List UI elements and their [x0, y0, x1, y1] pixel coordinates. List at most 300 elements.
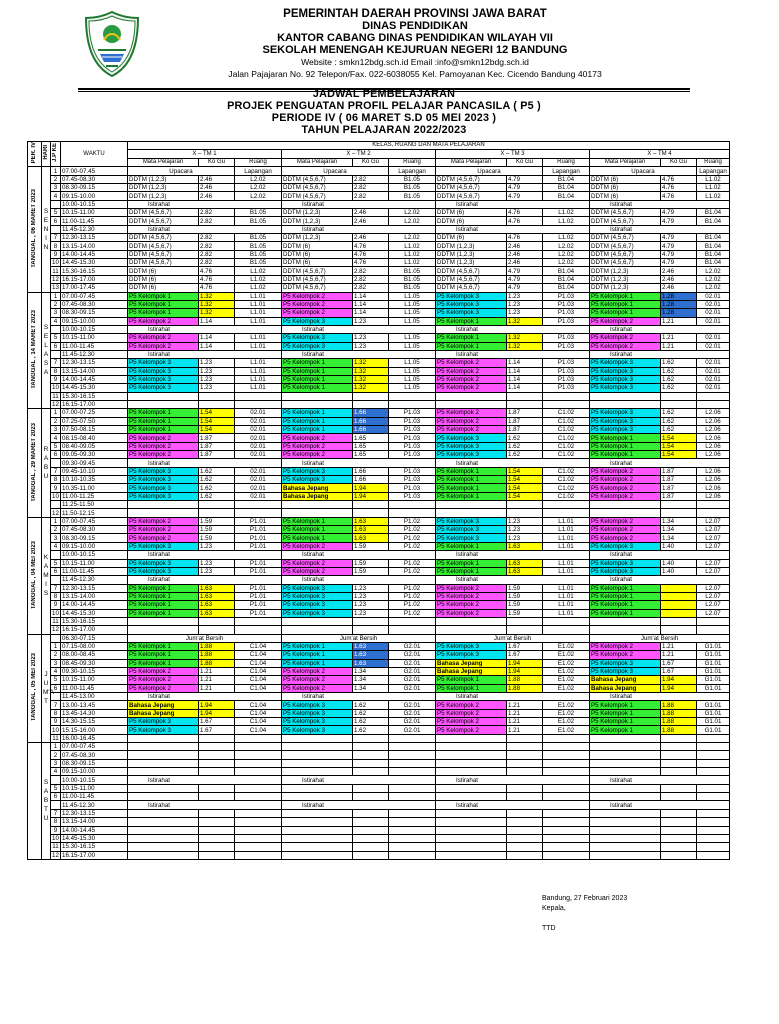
empty-cell [389, 809, 436, 817]
empty-cell [436, 400, 507, 408]
ruang-cell: L1.02 [389, 242, 436, 250]
jp-cell: 10 [52, 259, 59, 267]
waktu-cell: 11.00-11.45 [61, 217, 128, 225]
ruang-cell: E1.02 [543, 726, 590, 734]
ruang-cell: G1.01 [697, 709, 730, 717]
subject-cell: P5 Kelompok 2 [128, 342, 199, 350]
ruang-cell: L1.02 [697, 184, 730, 192]
istirahat-cell: Istirahat [282, 551, 436, 559]
waktu-cell: 14.45-15.30 [61, 609, 128, 617]
ruang-cell: L2.07 [697, 584, 730, 592]
ruang-cell: L2.06 [697, 417, 730, 425]
subject-cell: P5 Kelompok 3 [128, 484, 199, 492]
subject-cell: P5 Kelompok 2 [590, 342, 661, 350]
ruang-cell: G1.01 [697, 651, 730, 659]
table-row [28, 759, 730, 767]
kogu-cell: 1.23 [199, 384, 235, 392]
kogu-cell: 1.21 [661, 317, 697, 325]
ruang-cell: L1.05 [389, 342, 436, 350]
ruang-cell: L1.01 [235, 300, 282, 308]
ruang-cell: 02.01 [697, 292, 730, 300]
ruang-cell: P1.03 [389, 409, 436, 417]
jp-cell: 2 [51, 417, 61, 425]
istirahat-cell: Istirahat [282, 576, 436, 584]
waktu-cell: 10.15-11.00 [61, 559, 128, 567]
ruang-cell: L2.07 [697, 601, 730, 609]
subject-cell: P5 Kelompok 2 [590, 534, 661, 542]
ruang-cell: L2.02 [235, 175, 282, 183]
signature-date: Bandung, 27 Februari 2023 [542, 895, 628, 902]
ruang-cell: L2.02 [543, 250, 590, 258]
subject-cell: P5 Kelompok 3 [282, 476, 353, 484]
kogu-cell: 1.54 [507, 484, 543, 492]
ruang-cell: L1.02 [543, 217, 590, 225]
ruang-cell: P1.03 [543, 292, 590, 300]
empty-cell [661, 784, 697, 792]
waktu-cell: 16.15-17.00 [61, 851, 128, 859]
kogu-cell: 4.79 [507, 267, 543, 275]
kogu-cell: 4.76 [353, 259, 389, 267]
subject-cell: DDTM (1,2,3) [128, 184, 199, 192]
jp-cell: 12 [52, 509, 59, 517]
kogu-cell: 1.32 [507, 317, 543, 325]
empty-cell [282, 759, 353, 767]
empty-cell [128, 734, 199, 742]
empty-cell [590, 743, 661, 751]
kogu-cell: 1.23 [353, 609, 389, 617]
waktu-cell: 10.35-11.00 [61, 484, 128, 492]
table-row [28, 776, 730, 784]
table-row [28, 359, 730, 367]
kogu-cell: 1.94 [507, 659, 543, 667]
subject-cell: P5 Kelompok 3 [282, 701, 353, 709]
empty-cell [543, 392, 590, 400]
kogu-cell: 2.82 [353, 267, 389, 275]
subject-cell: P5 Kelompok 3 [590, 426, 661, 434]
ruang-cell: G1.01 [697, 726, 730, 734]
empty-cell [697, 809, 730, 817]
empty-cell [697, 751, 730, 759]
ruang-cell: L2.07 [697, 567, 730, 575]
waktu-cell: 12.30-13.15 [61, 584, 128, 592]
subject-cell: P5 Kelompok 2 [436, 601, 507, 609]
jp-cell: 6 [51, 567, 61, 575]
ruang-cell: 02.01 [235, 417, 282, 425]
letterhead [0, 6, 768, 84]
ruang-cell: L1.05 [389, 292, 436, 300]
ruang-cell: C1.04 [235, 701, 282, 709]
ruang-cell: P1.01 [235, 592, 282, 600]
subject-cell: P5 Kelompok 3 [436, 292, 507, 300]
empty-cell [543, 809, 590, 817]
empty-cell [389, 743, 436, 751]
kogu-cell: 1.54 [199, 409, 235, 417]
empty-cell [661, 734, 697, 742]
ruang-cell: P1.03 [389, 476, 436, 484]
kogu-cell: 1.40 [661, 542, 697, 550]
subject-cell: P5 Kelompok 3 [128, 384, 199, 392]
kogu-cell: 1.34 [353, 676, 389, 684]
subject-cell: P5 Kelompok 2 [128, 434, 199, 442]
subject-cell: DDTM (6) [436, 209, 507, 217]
kogu-cell: 1.63 [507, 567, 543, 575]
table-row [28, 734, 730, 742]
empty-cell [235, 768, 282, 776]
empty-cell [199, 400, 235, 408]
subject-cell: P5 Kelompok 1 [282, 384, 353, 392]
subject-cell: DDTM (4,5,6,7) [128, 209, 199, 217]
subject-cell: P5 Kelompok 1 [590, 592, 661, 600]
lapangan-cell: Lapangan [543, 167, 590, 175]
table-row [28, 584, 730, 592]
ruang-cell: G2.01 [389, 651, 436, 659]
waktu-cell: 11.25-11.50 [61, 501, 128, 509]
empty-cell [235, 793, 282, 801]
kogu-cell: 1.32 [199, 300, 235, 308]
lapangan-cell: Lapangan [697, 167, 730, 175]
ruang-cell: B1.05 [389, 192, 436, 200]
ruang-cell: P1.01 [235, 542, 282, 550]
header-sub-1-2: Ko Gu [199, 158, 235, 166]
empty-cell [436, 392, 507, 400]
waktu-cell: 08.30-09.15 [61, 759, 128, 767]
subject-cell: DDTM (6) [436, 217, 507, 225]
empty-cell [199, 843, 235, 851]
subject-cell: P5 Kelompok 1 [590, 434, 661, 442]
ruang-cell: L2.02 [697, 275, 730, 283]
header-waktu: WAKTU [61, 142, 128, 167]
ruang-cell: C1.04 [235, 709, 282, 717]
empty-cell [353, 734, 389, 742]
ruang-cell: B1.05 [389, 175, 436, 183]
waktu-cell: 08.30-09.15 [61, 534, 128, 542]
subject-cell: P5 Kelompok 3 [282, 709, 353, 717]
jp-cell: 12 [52, 626, 59, 634]
empty-cell [543, 743, 590, 751]
ruang-cell: P1.03 [543, 300, 590, 308]
empty-cell [235, 509, 282, 517]
letterhead-school-name: SEKOLAH MENENGAH KEJURUAN NEGERI 12 BANDUNG [262, 44, 568, 56]
empty-cell [436, 818, 507, 826]
upacara-cell: Upacara [436, 167, 543, 175]
jp-cell: 8 [51, 367, 61, 375]
ruang-cell: L2.07 [697, 534, 730, 542]
empty-cell [590, 400, 661, 408]
ruang-cell: L2.06 [697, 467, 730, 475]
kogu-cell: 1.62 [353, 701, 389, 709]
table-row [28, 609, 730, 617]
subject-cell: DDTM (1,2,3) [282, 217, 353, 225]
kogu-cell: 1.63 [507, 542, 543, 550]
ruang-cell: 02.01 [235, 476, 282, 484]
empty-cell [128, 743, 199, 751]
subject-cell: P5 Kelompok 3 [436, 442, 507, 450]
kogu-cell: 2.82 [199, 242, 235, 250]
ruang-cell: C1.02 [543, 484, 590, 492]
empty-cell [282, 784, 353, 792]
kogu-cell: 1.34 [661, 517, 697, 525]
subject-cell: DDTM (6) [590, 184, 661, 192]
hari-cell [42, 743, 51, 860]
ruang-cell: L2.02 [697, 284, 730, 292]
kogu-cell: 1.62 [661, 367, 697, 375]
subject-cell: DDTM (4,5,6,7) [590, 242, 661, 250]
ruang-cell: 02.01 [235, 467, 282, 475]
empty-cell [543, 400, 590, 408]
waktu-cell: 15.30-16.15 [61, 392, 128, 400]
ruang-cell: L1.02 [235, 275, 282, 283]
empty-cell [543, 843, 590, 851]
jp-cell: 7 [51, 809, 61, 817]
ruang-cell: B1.04 [697, 250, 730, 258]
ruang-cell: P1.03 [543, 309, 590, 317]
empty-cell [199, 809, 235, 817]
jp-cell: 1 [51, 642, 61, 650]
ruang-cell: L1.02 [235, 267, 282, 275]
ruang-cell: C1.02 [543, 434, 590, 442]
ruang-cell: B1.05 [235, 242, 282, 250]
jp-cell: 5 [51, 676, 61, 684]
waktu-cell: 09.15-10.00 [61, 768, 128, 776]
table-row [28, 551, 730, 559]
subject-cell: P5 Kelompok 1 [128, 300, 199, 308]
empty-cell [436, 759, 507, 767]
subject-cell: P5 Kelompok 1 [282, 375, 353, 383]
jp-cell: 11 [52, 618, 59, 626]
subject-cell: P5 Kelompok 1 [436, 342, 507, 350]
signature-role: Kepala, [542, 905, 566, 912]
kogu-cell: 1.67 [661, 659, 697, 667]
header-sub-3-1: Mata Pelajaran [436, 158, 507, 166]
subject-cell: Bahasa Jepang [590, 676, 661, 684]
tanggal-cell [28, 292, 42, 409]
subject-cell: P5 Kelompok 1 [590, 609, 661, 617]
ruang-cell: G2.01 [389, 642, 436, 650]
empty-cell [661, 793, 697, 801]
ruang-cell: L1.01 [543, 517, 590, 525]
subject-cell: P5 Kelompok 1 [128, 426, 199, 434]
waktu-cell: 14.45-15.30 [61, 259, 128, 267]
table-row [28, 342, 730, 350]
ruang-cell: L2.06 [697, 451, 730, 459]
jp-cell: 1 [51, 517, 61, 525]
kogu-cell: 1.21 [199, 676, 235, 684]
empty-cell [507, 834, 543, 842]
kogu-cell: 1.87 [199, 451, 235, 459]
subject-cell: P5 Kelompok 3 [282, 718, 353, 726]
kogu-cell: 1.23 [199, 567, 235, 575]
ruang-cell: L2.06 [697, 492, 730, 500]
table-row [28, 451, 730, 459]
waktu-cell: 17.00-17.45 [61, 284, 128, 292]
jp-cell: 13 [52, 284, 59, 292]
subject-cell: DDTM (4,5,6,7) [590, 209, 661, 217]
waktu-cell: 13.15-14.00 [61, 818, 128, 826]
empty-cell [543, 626, 590, 634]
kogu-cell: 1.14 [507, 367, 543, 375]
subject-cell: P5 Kelompok 2 [436, 609, 507, 617]
waktu-cell: 16.15-17.00 [61, 626, 128, 634]
empty-cell [436, 851, 507, 859]
empty-cell [389, 768, 436, 776]
subject-cell: DDTM (1,2,3) [590, 284, 661, 292]
table-row [28, 626, 730, 634]
empty-cell [590, 784, 661, 792]
subject-cell: P5 Kelompok 3 [128, 492, 199, 500]
tanggal-label: TANGGAL , 29 MARET 2023 [31, 422, 37, 502]
jp-cell: 11 [52, 734, 59, 742]
kogu-cell: 1.14 [353, 300, 389, 308]
ruang-cell: P1.02 [389, 601, 436, 609]
waktu-cell: 13.15-14.00 [61, 242, 128, 250]
header-class-3: X – TM 3 [436, 150, 590, 158]
kogu-cell: 1.40 [661, 559, 697, 567]
subject-cell: P5 Kelompok 1 [436, 567, 507, 575]
empty-cell [436, 834, 507, 842]
empty-cell [661, 851, 697, 859]
ruang-cell: 02.01 [697, 384, 730, 392]
waktu-cell: 11.00-11.45 [61, 793, 128, 801]
subject-cell: P5 Kelompok 2 [128, 451, 199, 459]
hari-label: SENIN [43, 207, 49, 251]
table-row [28, 509, 730, 517]
kogu-cell: 1.88 [661, 601, 697, 609]
kogu-cell: 2.82 [353, 284, 389, 292]
istirahat-cell: Istirahat [282, 200, 436, 208]
ruang-cell: B1.05 [235, 250, 282, 258]
jp-cell: 6 [51, 793, 61, 801]
letterhead-address: Jalan Pajajaran No. 92 Telepon/Fax. 022-6038055 Kel. Pamoyanan Kec. Cicendo Bandung 40173 [228, 69, 602, 79]
ruang-cell: L2.02 [389, 234, 436, 242]
tanggal-cell [28, 743, 42, 860]
empty-cell [128, 818, 199, 826]
kogu-cell: 2.82 [199, 250, 235, 258]
subject-cell: P5 Kelompok 2 [436, 701, 507, 709]
waktu-cell: 08.30-09.15 [61, 309, 128, 317]
subject-cell: P5 Kelompok 1 [436, 476, 507, 484]
letterhead-line-1: PEMERINTAH DAERAH PROVINSI JAWA BARAT [283, 8, 547, 20]
empty-cell [235, 843, 282, 851]
empty-cell [199, 509, 235, 517]
kogu-cell: 4.79 [507, 175, 543, 183]
hari-cell [42, 409, 51, 517]
ruang-cell: L1.02 [697, 175, 730, 183]
ruang-cell: C1.02 [543, 476, 590, 484]
ruang-cell: G2.01 [389, 701, 436, 709]
ruang-cell: B1.04 [543, 267, 590, 275]
jumat-bersih-cell: Jum'at Bersih [128, 634, 282, 642]
jp-cell: 9 [51, 826, 61, 834]
empty-cell [282, 843, 353, 851]
kogu-cell: 1.23 [507, 300, 543, 308]
empty-cell [389, 392, 436, 400]
empty-cell [543, 768, 590, 776]
waktu-cell: 15.30-16.15 [61, 267, 128, 275]
kogu-cell: 2.46 [661, 275, 697, 283]
table-row [28, 426, 730, 434]
empty-cell [199, 626, 235, 634]
ruang-cell: L2.07 [697, 517, 730, 525]
ruang-cell: L1.01 [235, 334, 282, 342]
kogu-cell: 2.46 [507, 242, 543, 250]
subject-cell: P5 Kelompok 1 [282, 359, 353, 367]
subject-cell: P5 Kelompok 1 [128, 642, 199, 650]
ruang-cell: L1.01 [543, 526, 590, 534]
jp-cell [51, 350, 61, 358]
kogu-cell: 2.82 [353, 175, 389, 183]
ruang-cell: P1.03 [543, 375, 590, 383]
kogu-cell: 1.32 [199, 309, 235, 317]
subject-cell: P5 Kelompok 3 [590, 567, 661, 575]
kogu-cell: 2.46 [199, 175, 235, 183]
waktu-cell: 08.15-08.40 [61, 434, 128, 442]
ruang-cell: C1.04 [235, 684, 282, 692]
jp-cell [51, 225, 61, 233]
ruang-cell: L1.05 [389, 300, 436, 308]
kogu-cell: 1.59 [353, 559, 389, 567]
subject-cell: P5 Kelompok 3 [128, 542, 199, 550]
table-row [28, 818, 730, 826]
subject-cell: P5 Kelompok 1 [128, 601, 199, 609]
document-titles [0, 88, 768, 136]
jp-cell: 1 [51, 167, 61, 175]
waktu-cell: 07.00-07.45 [61, 167, 128, 175]
kogu-cell: 1.32 [353, 367, 389, 375]
empty-cell [128, 759, 199, 767]
jp-cell [51, 200, 61, 208]
kogu-cell: 1.59 [199, 534, 235, 542]
waktu-cell: 06.30-07.15 [61, 634, 128, 642]
table-row [28, 642, 730, 650]
jp-cell: 11 [52, 267, 59, 275]
header-class-1: X – TM 1 [128, 150, 282, 158]
subject-cell: DDTM (4,5,6,7) [282, 267, 353, 275]
empty-cell [436, 734, 507, 742]
empty-cell [199, 743, 235, 751]
empty-cell [353, 617, 389, 625]
empty-cell [590, 509, 661, 517]
subject-cell: DDTM (1,2,3) [282, 209, 353, 217]
subject-cell: Bahasa Jepang [590, 684, 661, 692]
subject-cell: P5 Kelompok 2 [436, 384, 507, 392]
subject-cell: P5 Kelompok 2 [282, 567, 353, 575]
subject-cell: DDTM (1,2,3) [128, 175, 199, 183]
subject-cell: P5 Kelompok 3 [282, 467, 353, 475]
kogu-cell: 1.54 [661, 451, 697, 459]
empty-cell [199, 826, 235, 834]
waktu-cell: 10.00-10.15 [61, 551, 128, 559]
subject-cell: P5 Kelompok 3 [590, 659, 661, 667]
empty-cell [235, 501, 282, 509]
empty-cell [697, 501, 730, 509]
tanggal-label: TANGGAL , 04 MEI 2023 [31, 540, 37, 609]
subject-cell: DDTM (6) [282, 259, 353, 267]
jp-cell: 10 [52, 609, 59, 617]
empty-cell [128, 843, 199, 851]
kogu-cell: 1.94 [353, 492, 389, 500]
empty-cell [199, 751, 235, 759]
kogu-cell: 1.14 [507, 375, 543, 383]
kogu-cell: 1.63 [353, 651, 389, 659]
subject-cell: DDTM (4,5,6,7) [128, 217, 199, 225]
empty-cell [235, 400, 282, 408]
table-row [28, 267, 730, 275]
jp-cell: 5 [51, 559, 61, 567]
ruang-cell: G1.01 [697, 701, 730, 709]
ruang-cell: L2.02 [389, 217, 436, 225]
header-jp [51, 142, 61, 167]
empty-cell [436, 809, 507, 817]
